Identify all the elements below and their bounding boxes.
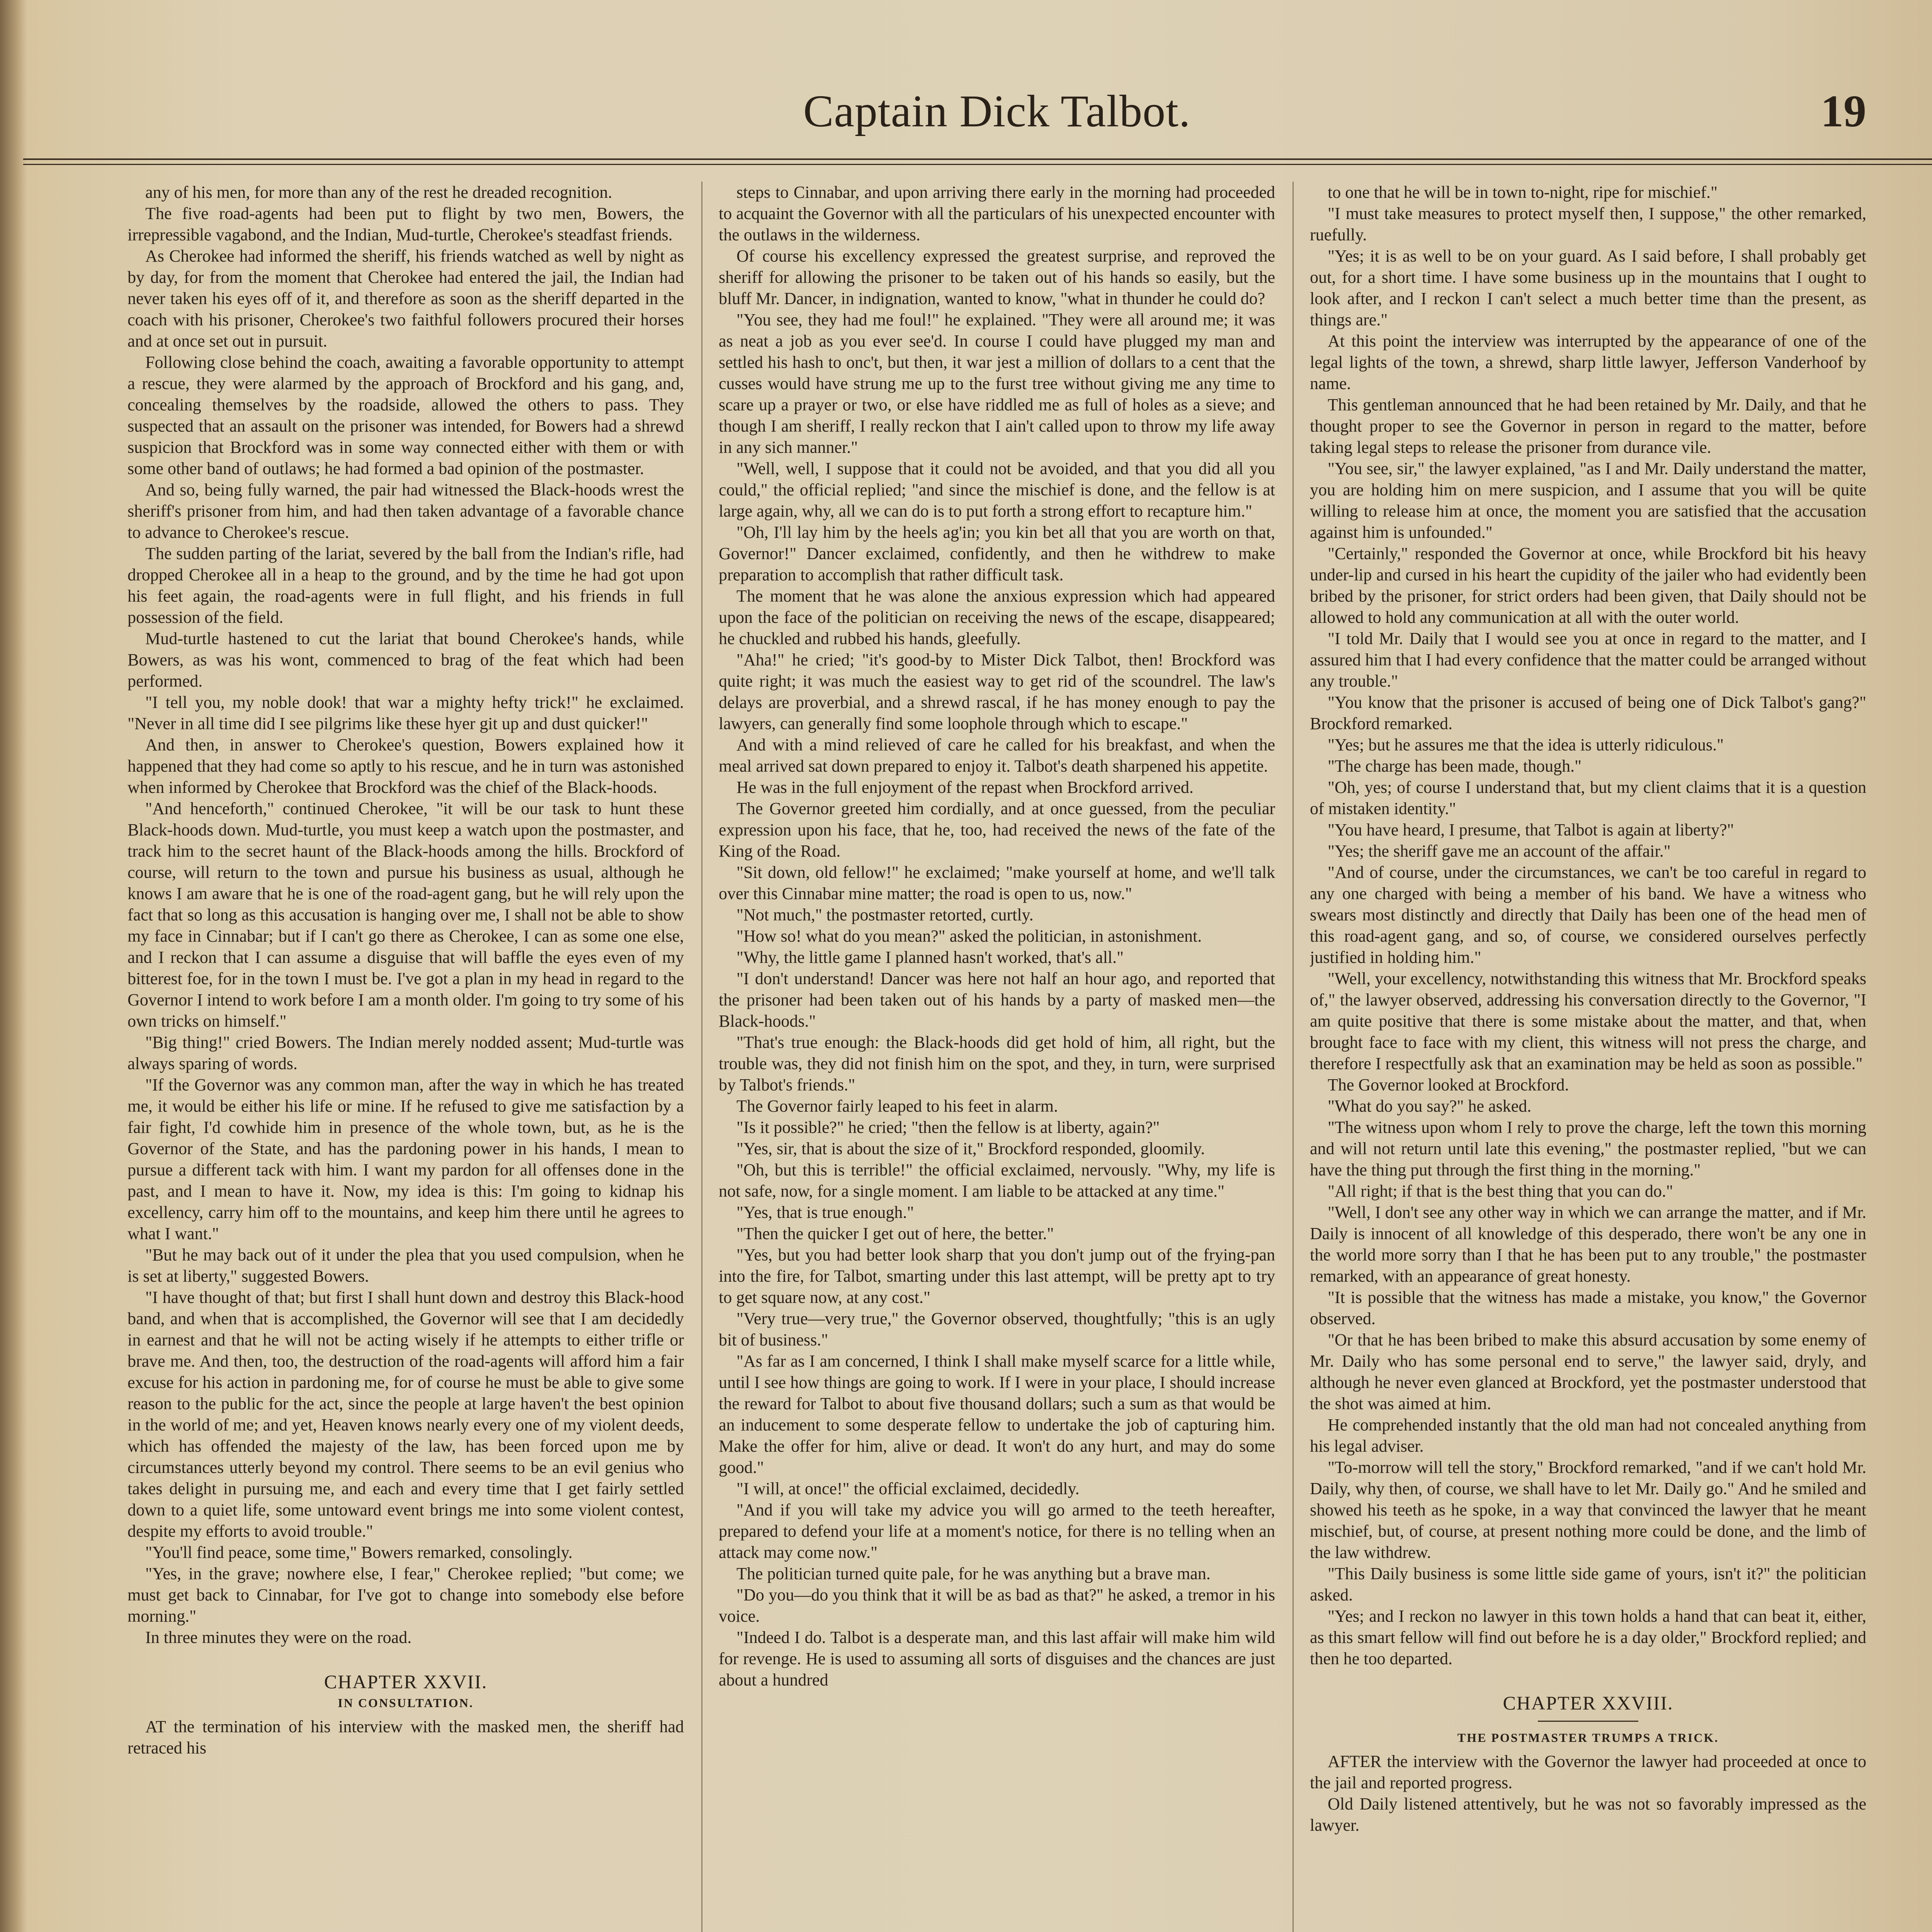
paragraph: "Is it possible?" he cried; "then the fellow is at liberty, again?" <box>736 1118 1160 1137</box>
paragraph: The politician turned quite pale, for he was anything but a brave man. <box>736 1564 1211 1583</box>
column-divider <box>1293 182 1294 1932</box>
paragraph: "Indeed I do. Talbot is a desperate man, and this last affair will make him wild for revenge. He is used to assuming all sorts of disguises and the chances are just about a hundred <box>719 1628 1275 1689</box>
paragraph: to one that he will be in town to-night, ripe for mischief." <box>1328 183 1718 202</box>
paragraph: "You see, they had me foul!" he explained. "They were all around me; it was as neat a job as you ever see'd. In course I could have plugged my man and settled his hash to onc't, but then, it war jest a million of dollars to a cent that the cusses would have strung me up to the furst tree without giving me any time to scare up a prayer or two, or else have riddled me as full of holes as a sieve; and though I am sheriff, I really reckon that I ain't called upon to throw my life away in any sich manner." <box>719 310 1275 457</box>
paragraph: "I tell you, my noble dook! that war a mighty hefty trick!" he exclaimed. "Never in all time did I see pilgrims like these hyer git up and dust quicker!" <box>128 693 684 733</box>
paragraph: "I must take measures to protect myself then, I suppose," the other remarked, ruefully. <box>1310 204 1866 244</box>
paragraph: "Why, the little game I planned hasn't worked, that's all." <box>736 948 1124 967</box>
paragraph: Of course his excellency expressed the greatest surprise, and reproved the sheriff for allowing the prisoner to be taken out of his hands so easily, but the bluff Mr. Dancer, in indignation, wanted to know, "what in thunder he could do? <box>719 247 1275 308</box>
paragraph: "You have heard, I presume, that Talbot is again at liberty?" <box>1328 820 1734 839</box>
paragraph: "I don't understand! Dancer was here not half an hour ago, and reported that the prisoner had been taken out of his hands by a party of masked men—the Black-hoods." <box>719 969 1275 1031</box>
paragraph: "Sit down, old fellow!" he exclaimed; "make yourself at home, and we'll talk over this Cinnabar mine matter; the road is open to us, now." <box>719 863 1275 903</box>
chapter-title: IN CONSULTATION. <box>338 1696 474 1710</box>
paragraph: "What do you say?" he asked. <box>1328 1097 1532 1116</box>
paragraph: "The charge has been made, though." <box>1328 757 1582 776</box>
paragraph: The Governor fairly leaped to his feet in alarm. <box>736 1097 1058 1116</box>
paragraph: And then, in answer to Cherokee's question, Bowers explained how it happened that they had come so aptly to his rescue, and he in turn was astonished when informed by Cherokee that Brockford was the chief of the Black-hoods. <box>128 735 684 797</box>
paragraph: In three minutes they were on the road. <box>145 1628 412 1647</box>
paragraph: "Yes; the sheriff gave me an account of the affair." <box>1328 842 1671 861</box>
chapter-heading: CHAPTER XXVII. <box>324 1671 488 1692</box>
binding-gutter <box>0 0 27 1932</box>
paragraph: "Well, well, I suppose that it could not be avoided, and that you did all you could," the official replied; "and since the mischief is done, and the fellow is at large again, why, all we can do is to put forth a strong effort to recapture him." <box>719 459 1275 520</box>
paragraph: "I will, at once!" the official exclaimed, decidedly. <box>736 1479 1080 1498</box>
paragraph: "The witness upon whom I rely to prove the charge, left the town this morning and will not return until late this evening," the postmaster replied, "but we can have the thing put through the first thing in the morning." <box>1310 1118 1866 1179</box>
text-columns <box>128 182 1866 1932</box>
paragraph: "Big thing!" cried Bowers. The Indian merely nodded assent; Mud-turtle was always sparing of words. <box>128 1033 684 1073</box>
paragraph: "Do you—do you think that it will be as bad as that?" he asked, a tremor in his voice. <box>719 1585 1275 1626</box>
paragraph: He comprehended instantly that the old man had not concealed anything from his legal adviser. <box>1310 1415 1866 1456</box>
paragraph: steps to Cinnabar, and upon arriving there early in the morning had proceeded to acquaint the Governor with all the particulars of his unexpected encounter with the outlaws in the wilderness. <box>719 183 1275 244</box>
paragraph: "To-morrow will tell the story," Brockford remarked, "and if we can't hold Mr. Daily, why then, of course, we shall have to let Mr. Daily go." And he smiled and showed his teeth as he spoke, in a way that convinced the lawyer that he meant mischief, but, of course, at present nothing more could be done, and the limb of the law withdrew. <box>1310 1458 1866 1562</box>
paragraph: "Aha!" he cried; "it's good-by to Mister Dick Talbot, then! Brockford was quite right; it was much the easiest way to get rid of the scoundrel. The law's delays are proverbial, and a shrewd rascal, if he has money enough to pay the lawyers, can generally find some loophole through which to escape." <box>719 650 1275 733</box>
paragraph: "Oh, I'll lay him by the heels ag'in; you kin bet all that you are worth on that, Governor!" Dancer exclaimed, confidently, and then he withdrew to make preparation to accomplish that rather difficult task. <box>719 523 1275 584</box>
paragraph: "Not much," the postmaster retorted, curtly. <box>736 905 1034 924</box>
paragraph: "Yes, that is true enough." <box>736 1203 914 1222</box>
paragraph: "Very true—very true," the Governor observed, thoughtfully; "this is an ugly bit of business." <box>719 1309 1275 1349</box>
paragraph: "That's true enough: the Black-hoods did get hold of him, all right, but the trouble was, they did not finish him on the spot, and they, in turn, were surprised by Talbot's friends." <box>719 1033 1275 1094</box>
paragraph: "This Daily business is some little side game of yours, isn't it?" the politician asked. <box>1310 1564 1866 1604</box>
column-divider <box>701 182 702 1932</box>
paragraph: Mud-turtle hastened to cut the lariat that bound Cherokee's hands, while Bowers, as was his wont, commenced to brag of the feat which had been performed. <box>128 629 684 690</box>
paragraph: "I have thought of that; but first I shall hunt down and destroy this Black-hood band, and when that is accomplished, the Governor will see that I am decidedly in earnest and that he will not be acting wisely if he attempts to either trifle or brave me. And then, too, the destruction of the road-agents will afford him a fair excuse for his action in pardoning me, for of course he must be able to give some reason to the public for the act, since the people at large haven't the best opinion in the world of me; and yet, Heaven knows nearly every one of my violent deeds, which has offended the majesty of the law, has been forced upon me by circumstances utterly beyond my control. There seems to be an evil genius who takes delight in pursuing me, and each and every time that I get fairly settled down to a quiet life, some untoward event brings me into some violent contest, despite my efforts to avoid trouble." <box>128 1288 684 1541</box>
running-title: Captain Dick Talbot. <box>803 86 1191 136</box>
paragraph: "Or that he has been bribed to make this absurd accusation by some enemy of Mr. Daily who has some personal end to serve," the lawyer said, dryly, and although he never even glanced at Brockford, yet the postmaster understood that the shot was aimed at him. <box>1310 1330 1866 1413</box>
paragraph: "All right; if that is the best thing that you can do." <box>1328 1182 1673 1201</box>
paragraph: And so, being fully warned, the pair had witnessed the Black-hoods wrest the sheriff's prisoner from him, and had then taken advantage of a favorable chance to advance to Cherokee's rescue. <box>128 480 684 542</box>
paragraph: At this point the interview was interrupted by the appearance of one of the legal lights of the town, a shrewd, sharp little lawyer, Jefferson Vanderhoof by name. <box>1310 332 1866 393</box>
column-middle <box>719 182 1275 1932</box>
paragraph: "You see, sir," the lawyer explained, "as I and Mr. Daily understand the matter, you are holding him on mere suspicion, and I assume that you will be quite willing to release him at once, the moment you are satisfied that the accusation against him is unfounded." <box>1310 459 1866 542</box>
paragraph: "And henceforth," continued Cherokee, "it will be our task to hunt these Black-hoods down. Mud-turtle, you must keep a watch upon the postmaster, and track him to the secret haunt of the Black-hoods among the hills. Brockford of course, will return to the town and pursue his business as usual, although he knows I am aware that he is one of the road-agent gang, but he will rely upon the fact that so long as this accusation is hanging over me, I shall not be able to show my face in Cinnabar; but if I can't go there as Cherokee, I can as some one else, and I reckon that I can assume a disguise that will baffle the eyes even of my bitterest foe, for in the town I must be. I've got a plan in my head in regard to the Governor I intend to work before I am a month older. I'm going to try some of his own tricks on himself." <box>128 799 684 1031</box>
paragraph: "Oh, yes; of course I understand that, but my client claims that it is a question of mistaken identity." <box>1310 778 1866 818</box>
chapter-rule <box>1538 1721 1638 1722</box>
paragraph: "Yes; and I reckon no lawyer in this town holds a hand that can beat it, either, as this smart fellow will find out before he is a day older," Brockford replied; and then he too departed. <box>1310 1607 1866 1668</box>
paragraph: "Yes; it is as well to be on your guard. As I said before, I shall probably get out, for a short time. I have some business up in the mountains that I ought to look after, and I reckon I can't select a much better time than the present, as things are." <box>1310 247 1866 329</box>
paragraph: "Yes, but you had better look sharp that you don't jump out of the frying-pan into the fire, for Talbot, smarting under this last attempt, will be pretty apt to try to get square now, at any cost." <box>719 1245 1275 1307</box>
paragraph: "Yes; but he assures me that the idea is utterly ridiculous." <box>1328 735 1724 754</box>
chapter-title: THE POSTMASTER TRUMPS A TRICK. <box>1457 1731 1719 1745</box>
page-number: 19 <box>1821 86 1866 136</box>
paragraph: "If the Governor was any common man, after the way in which he has treated me, it would be either his life or mine. If he refused to give me satisfaction by a fair fight, I'd cowhide him in presence of the whole town, but, as he is the Governor of the State, and has the pardoning power in his hands, I mean to pursue a different tack with him. I want my pardon for all offenses done in the past, and I mean to have it. Now, my idea is this: I'm going to kidnap his excellency, carry him off to the mountains, and keep him there until he agrees to what I want." <box>128 1075 684 1243</box>
paragraph: The sudden parting of the lariat, severed by the ball from the Indian's rifle, had dropped Cherokee all in a heap to the ground, and by the time he had got upon his feet again, the road-agents were in full flight, and his friends in full possession of the field. <box>128 544 684 627</box>
paragraph: He was in the full enjoyment of the repast when Brockford arrived. <box>736 778 1194 797</box>
paragraph: "I told Mr. Daily that I would see you at once in regard to the matter, and I assured him that I had every confidence that the matter could be arranged without any trouble." <box>1310 629 1866 690</box>
paragraph: Old Daily listened attentively, but he was not so favorably impressed as the lawyer. <box>1310 1794 1866 1835</box>
paragraph: "It is possible that the witness has made a mistake, you know," the Governor observed. <box>1310 1288 1866 1328</box>
paragraph: "Yes, in the grave; nowhere else, I fear," Cherokee replied; "but come; we must get back to Cinnabar, for I've got to change into somebody else before morning." <box>128 1564 684 1626</box>
chapter-heading: CHAPTER XXVIII. <box>1503 1692 1673 1714</box>
paragraph: "You'll find peace, some time," Bowers remarked, consolingly. <box>145 1543 573 1562</box>
paragraph: "Oh, but this is terrible!" the official exclaimed, nervously. "Why, my life is not safe, now, for a single moment. I am liable to be attacked at any time." <box>719 1160 1275 1201</box>
paragraph: "And if you will take my advice you will go armed to the teeth hereafter, prepared to defend your life at a moment's notice, for there is no telling when an attack may come now." <box>719 1500 1275 1562</box>
header-rule <box>23 158 1932 165</box>
paragraph: As Cherokee had informed the sheriff, his friends watched as well by night as by day, for from the moment that Cherokee had entered the jail, the Indian had never taken his eyes off of it, and therefore as soon as the sheriff departed in the coach with his prisoner, Cherokee's two faithful followers procured their horses and at once set out in pursuit. <box>128 247 684 350</box>
paragraph: "But he may back out of it under the plea that you used compulsion, when he is set at liberty," suggested Bowers. <box>128 1245 684 1286</box>
paragraph: "And of course, under the circumstances, we can't be too careful in regard to any one charged with being a member of his band. We have a witness who swears most distinctly and directly that Daily has been one of the head men of this road-agent gang, and so, of course, we considered ourselves perfectly justified in holding him." <box>1310 863 1866 967</box>
paragraph: "As far as I am concerned, I think I shall make myself scarce for a little while, until I see how things are going to work. If I were in your place, I should increase the reward for Talbot to about five thousand dollars; such a sum as that would be an inducement to some desperate fellow to undertake the job of capturing him. Make the offer for him, alive or dead. It won't do any hurt, and may do some good." <box>719 1352 1275 1477</box>
paragraph: "Well, I don't see any other way in which we can arrange the matter, and if Mr. Daily is innocent of all knowledge of this desperado, there won't be any one in the world more sorry than I that he has been put to any trouble," the postmaster remarked, with an appearance of great honesty. <box>1310 1203 1866 1286</box>
paragraph: "Then the quicker I get out of here, the better." <box>736 1224 1054 1243</box>
paragraph: "How so! what do you mean?" asked the politician, in astonishment. <box>736 927 1202 946</box>
paragraph: any of his men, for more than any of the rest he dreaded recognition. <box>145 183 612 202</box>
paragraph: The moment that he was alone the anxious expression which had appeared upon the face of the politician on receiving the news of the escape, disappeared; he chuckled and rubbed his hands, gleefully. <box>719 587 1275 648</box>
paragraph: The Governor looked at Brockford. <box>1328 1075 1569 1094</box>
column-right <box>1310 182 1866 1932</box>
paragraph: AT the termination of his interview with the masked men, the sheriff had retraced his <box>128 1717 684 1757</box>
paragraph: Following close behind the coach, awaiting a favorable opportunity to attempt a rescue, they were alarmed by the approach of Brockford and his gang, and, concealing themselves by the roadside, allowed the others to pass. They suspected that an assault on the prisoner was intended, for Bowers had a shrewd suspicion that Brockford was in some way connected either with them or with some other band of outlaws; he had formed a bad opinion of the postmaster. <box>128 353 684 478</box>
paragraph: And with a mind relieved of care he called for his breakfast, and when the meal arrived sat down prepared to enjoy it. Talbot's death sharpened his appetite. <box>719 735 1275 776</box>
paragraph: "Well, your excellency, notwithstanding this witness that Mr. Brockford speaks of," the lawyer observed, addressing his conversation directly to the Governor, "I am quite positive that there is some mistake about the matter, and that, when brought face to face with my client, this witness will not press the charge, and therefore I respectfully ask that an examination may be held as soon as possible." <box>1310 969 1866 1073</box>
paragraph: "Certainly," responded the Governor at once, while Brockford bit his heavy under-lip and cursed in his heart the cupidity of the jailer who had evidently been bribed by the prisoner, for strict orders had been given, that Daily should not be allowed to hold any communication at all with the outer world. <box>1310 544 1866 627</box>
paragraph: This gentleman announced that he had been retained by Mr. Daily, and that he thought proper to see the Governor in person in regard to the matter, before taking legal steps to release the prisoner from durance vile. <box>1310 395 1866 457</box>
column-left <box>128 182 684 1932</box>
paragraph: AFTER the interview with the Governor the lawyer had proceeded at once to the jail and reported progress. <box>1310 1752 1866 1792</box>
paragraph: "Yes, sir, that is about the size of it," Brockford responded, gloomily. <box>736 1139 1205 1158</box>
paragraph: The Governor greeted him cordially, and at once guessed, from the peculiar expression upon his face, that he, too, had received the news of the fate of the King of the Road. <box>719 799 1275 861</box>
paragraph: "You know that the prisoner is accused of being one of Dick Talbot's gang?" Brockford remarked. <box>1310 693 1866 733</box>
paragraph: The five road-agents had been put to flight by two men, Bowers, the irrepressible vagabond, and the Indian, Mud-turtle, Cherokee's steadfast friends. <box>128 204 684 244</box>
